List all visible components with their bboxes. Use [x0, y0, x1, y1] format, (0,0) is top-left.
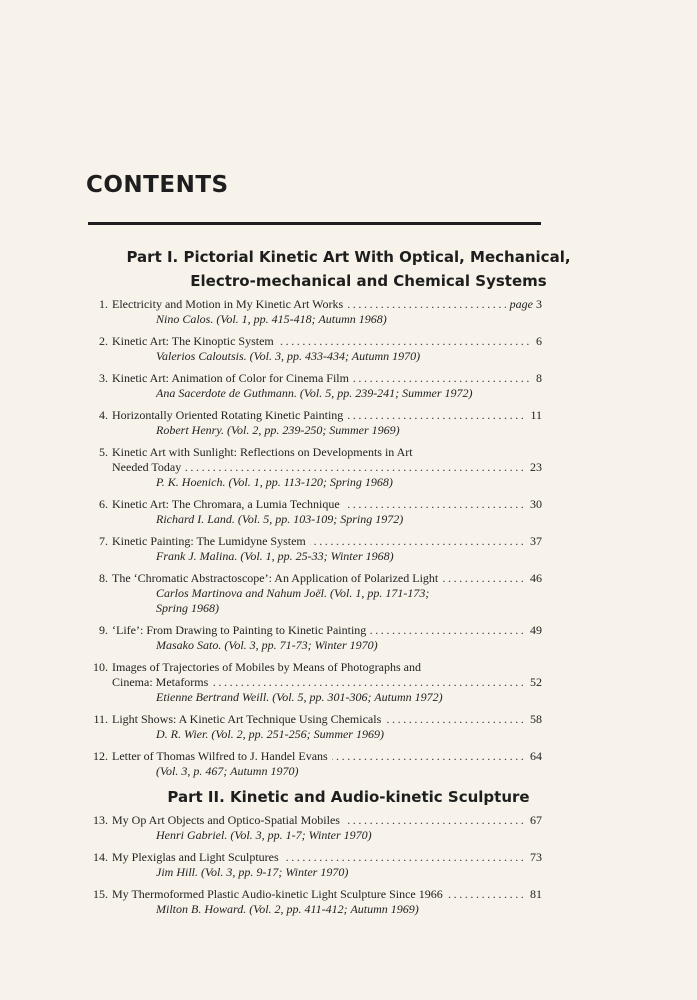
entry-citation: Frank J. Malina. (Vol. 1, pp. 25-33; Winter 1968): [156, 549, 394, 563]
entry-title: My Plexiglas and Light Sculptures: [112, 850, 283, 864]
toc-entry: [0, 850, 697, 880]
page-number: 3: [536, 297, 542, 311]
entry-number: 5.: [99, 445, 108, 459]
entry-citation: Jim Hill. (Vol. 3, pp. 9-17; Winter 1970): [156, 865, 349, 879]
toc-entry: [0, 534, 697, 564]
page-number: 52: [530, 675, 542, 689]
entry-title: Images of Trajectories of Mobiles by Means of Photographs and: [112, 660, 425, 674]
entry-page-number: [526, 887, 542, 902]
entry-citation: Ana Sacerdote de Guthmann. (Vol. 5, pp. 239-241; Summer 1972): [156, 386, 473, 400]
entry-page-number: [526, 534, 542, 549]
page-number: 67: [530, 813, 542, 827]
title-rule: [88, 222, 541, 225]
entry-page-number: [526, 460, 542, 475]
toc-entry: [0, 497, 697, 527]
entry-citation: Richard I. Land. (Vol. 5, pp. 103-109; Spring 1972): [156, 512, 404, 526]
toc-entry: [0, 660, 697, 705]
entry-number: 13.: [93, 813, 108, 827]
entry-citation: D. R. Wier. (Vol. 2, pp. 251-256; Summer 1969): [156, 727, 384, 741]
entry-page-number: [526, 408, 542, 423]
toc-entry: [0, 297, 697, 327]
entry-number: 10.: [93, 660, 108, 674]
entry-page-number: [506, 297, 542, 312]
entry-page-number: [526, 749, 542, 764]
entry-title: The ‘Chromatic Abstractoscope’: An Application of Polarized Light: [112, 571, 442, 585]
part-2-heading-line: Part II. Kinetic and Audio-kinetic Sculpture: [167, 788, 530, 806]
page-number: 11: [530, 408, 542, 422]
toc-entry: [0, 623, 697, 653]
toc-entry: [0, 887, 697, 917]
page-number: 81: [530, 887, 542, 901]
page-number: 23: [530, 460, 542, 474]
entry-page-number: [526, 571, 542, 586]
entry-citation: Etienne Bertrand Weill. (Vol. 5, pp. 301-306; Autumn 1972): [156, 690, 443, 704]
entry-page-number: [532, 334, 542, 349]
page-number: 58: [530, 712, 542, 726]
toc-entry: [0, 334, 697, 364]
toc-entry: [0, 749, 697, 779]
entry-title: Letter of Thomas Wilfred to J. Handel Evans: [112, 749, 332, 763]
part-2-entries: [0, 813, 697, 917]
page-title: CONTENTS: [86, 172, 229, 198]
entry-title: Needed Today: [112, 460, 185, 474]
page-number: 30: [530, 497, 542, 511]
page-number: 49: [530, 623, 542, 637]
entry-title: Kinetic Art: The Kinoptic System: [112, 334, 278, 348]
entry-number: 4.: [99, 408, 108, 422]
toc-entry: [0, 712, 697, 742]
entry-citation: Milton B. Howard. (Vol. 2, pp. 411-412; Autumn 1969): [156, 902, 419, 916]
entry-page-number: [526, 675, 542, 690]
entry-number: 3.: [99, 371, 108, 385]
entry-number: 14.: [93, 850, 108, 864]
page-number: 6: [536, 334, 542, 348]
part-1-heading-line: Electro-mechanical and Chemical Systems: [190, 272, 547, 290]
part-1-heading: [0, 245, 697, 293]
entry-title: Horizontally Oriented Rotating Kinetic Painting: [112, 408, 347, 422]
entry-number: 11.: [93, 712, 108, 726]
entry-title: Kinetic Art: Animation of Color for Cinema Film: [112, 371, 353, 385]
part-1-section: [0, 245, 697, 786]
entry-page-number: [526, 813, 542, 828]
page-number: 73: [530, 850, 542, 864]
entry-number: 2.: [99, 334, 108, 348]
page-label: page: [509, 297, 533, 311]
entry-page-number: [532, 371, 542, 386]
entry-citation: Nino Calos. (Vol. 1, pp. 415-418; Autumn 1968): [156, 312, 387, 326]
entry-title: Kinetic Art with Sunlight: Reflections on Developments in Art: [112, 445, 417, 459]
toc-entry: [0, 445, 697, 490]
entry-citation: Carlos Martinova and Nahum Joël. (Vol. 1, pp. 171-173;: [156, 586, 430, 600]
toc-entry: [0, 813, 697, 843]
entry-title: ‘Life’: From Drawing to Painting to Kinetic Painting: [112, 623, 370, 637]
entry-page-number: [526, 850, 542, 865]
entry-number: 1.: [99, 297, 108, 311]
entry-citation: Henri Gabriel. (Vol. 3, pp. 1-7; Winter 1970): [156, 828, 372, 842]
entry-citation: Robert Henry. (Vol. 2, pp. 239-250; Summer 1969): [156, 423, 400, 437]
entry-title: My Op Art Objects and Optico-Spatial Mobiles: [112, 813, 344, 827]
toc-entry: [0, 408, 697, 438]
entry-number: 8.: [99, 571, 108, 585]
toc-entry: [0, 571, 697, 616]
page-number: 64: [530, 749, 542, 763]
entry-number: 9.: [99, 623, 108, 637]
part-1-entries: [0, 297, 697, 779]
entry-citation: Spring 1968): [156, 601, 219, 615]
page-number: 8: [536, 371, 542, 385]
entry-citation: Masako Sato. (Vol. 3, pp. 71-73; Winter 1970): [156, 638, 378, 652]
entry-title: Electricity and Motion in My Kinetic Art Works: [112, 297, 347, 311]
entry-title: Kinetic Art: The Chromara, a Lumia Technique: [112, 497, 344, 511]
part-1-heading-line: Part I. Pictorial Kinetic Art With Optical, Mechanical,: [126, 248, 571, 266]
toc-entry: [0, 371, 697, 401]
entry-title: Kinetic Painting: The Lumidyne System: [112, 534, 310, 548]
page-number: 37: [530, 534, 542, 548]
entry-citation: P. K. Hoenich. (Vol. 1, pp. 113-120; Spring 1968): [156, 475, 393, 489]
entry-number: 7.: [99, 534, 108, 548]
entry-citation: Valerios Caloutsis. (Vol. 3, pp. 433-434; Autumn 1970): [156, 349, 421, 363]
entry-page-number: [526, 623, 542, 638]
part-2-section: [0, 785, 697, 924]
part-2-heading: [0, 785, 697, 809]
entry-number: 12.: [93, 749, 108, 763]
entry-title: My Thermoformed Plastic Audio-kinetic Light Sculpture Since 1966: [112, 887, 447, 901]
entry-number: 15.: [93, 887, 108, 901]
entry-citation: (Vol. 3, p. 467; Autumn 1970): [156, 764, 299, 778]
page-number: 46: [530, 571, 542, 585]
entry-title: Cinema: Metaforms: [112, 675, 212, 689]
entry-page-number: [526, 497, 542, 512]
entry-page-number: [526, 712, 542, 727]
entry-title: Light Shows: A Kinetic Art Technique Using Chemicals: [112, 712, 385, 726]
entry-number: 6.: [99, 497, 108, 511]
